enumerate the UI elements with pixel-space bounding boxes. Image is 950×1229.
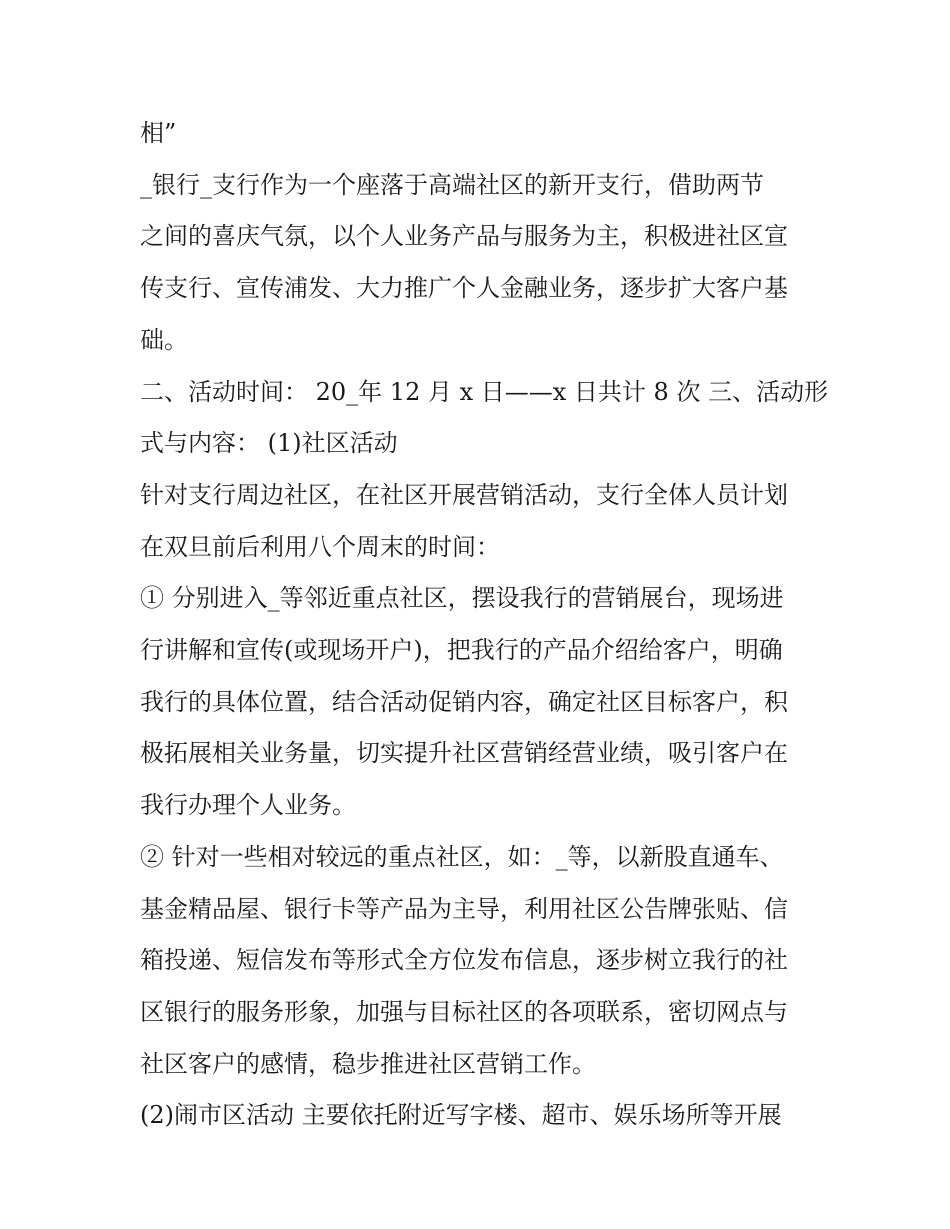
text-line: 我行的具体位置，结合活动促销内容，确定社区目标客户，积: [140, 687, 788, 716]
text-line: 之间的喜庆气氛，以个人业务产品与服务为主，积极进社区宣: [140, 222, 788, 251]
text-line: 基金精品屋、银行卡等产品为主导，利用社区公告牌张贴、信: [140, 894, 788, 923]
text-line: 区银行的服务形象，加强与目标社区的各项联系，密切网点与: [140, 997, 788, 1026]
text-line: ② 针对一些相对较远的重点社区，如：_等，以新股直通车、: [140, 842, 784, 871]
text-line: 传支行、宣传浦发、大力推广个人金融业务，逐步扩大客户基: [140, 274, 788, 303]
text-line: (2)闹市区活动 主要依托附近写字楼、超市、娱乐场所等开展: [140, 1101, 782, 1130]
text-line: 我行办理个人业务。: [140, 791, 356, 820]
text-line: 二、活动时间： 20_年 12 月 x 日——x 日共计 8 次 三、活动形: [140, 377, 829, 406]
text-line: 式与内容： (1)社区活动: [140, 429, 398, 458]
text-line: 针对支行周边社区，在社区开展营销活动，支行全体人员计划: [140, 480, 788, 509]
text-line: 极拓展相关业务量，切实提升社区营销经营业绩，吸引客户在: [140, 739, 788, 768]
text-line: 箱投递、短信发布等形式全方位发布信息，逐步树立我行的社: [140, 946, 788, 975]
text-line: 在双旦前后利用八个周末的时间：: [140, 532, 500, 561]
text-line: 相”: [140, 119, 177, 147]
text-line: ① 分别进入_等邻近重点社区，摆设我行的营销展台，现场进: [140, 584, 784, 613]
text-line: 础。: [140, 325, 188, 354]
text-line: 社区客户的感情，稳步推进社区营销工作。: [140, 1049, 596, 1078]
text-line: 行讲解和宣传(或现场开户)，把我行的产品介绍给客户，明确: [140, 636, 783, 665]
document-body: [140, 108, 829, 1142]
text-line: _银行_支行作为一个座落于高端社区的新开支行，借助两节: [140, 170, 764, 199]
